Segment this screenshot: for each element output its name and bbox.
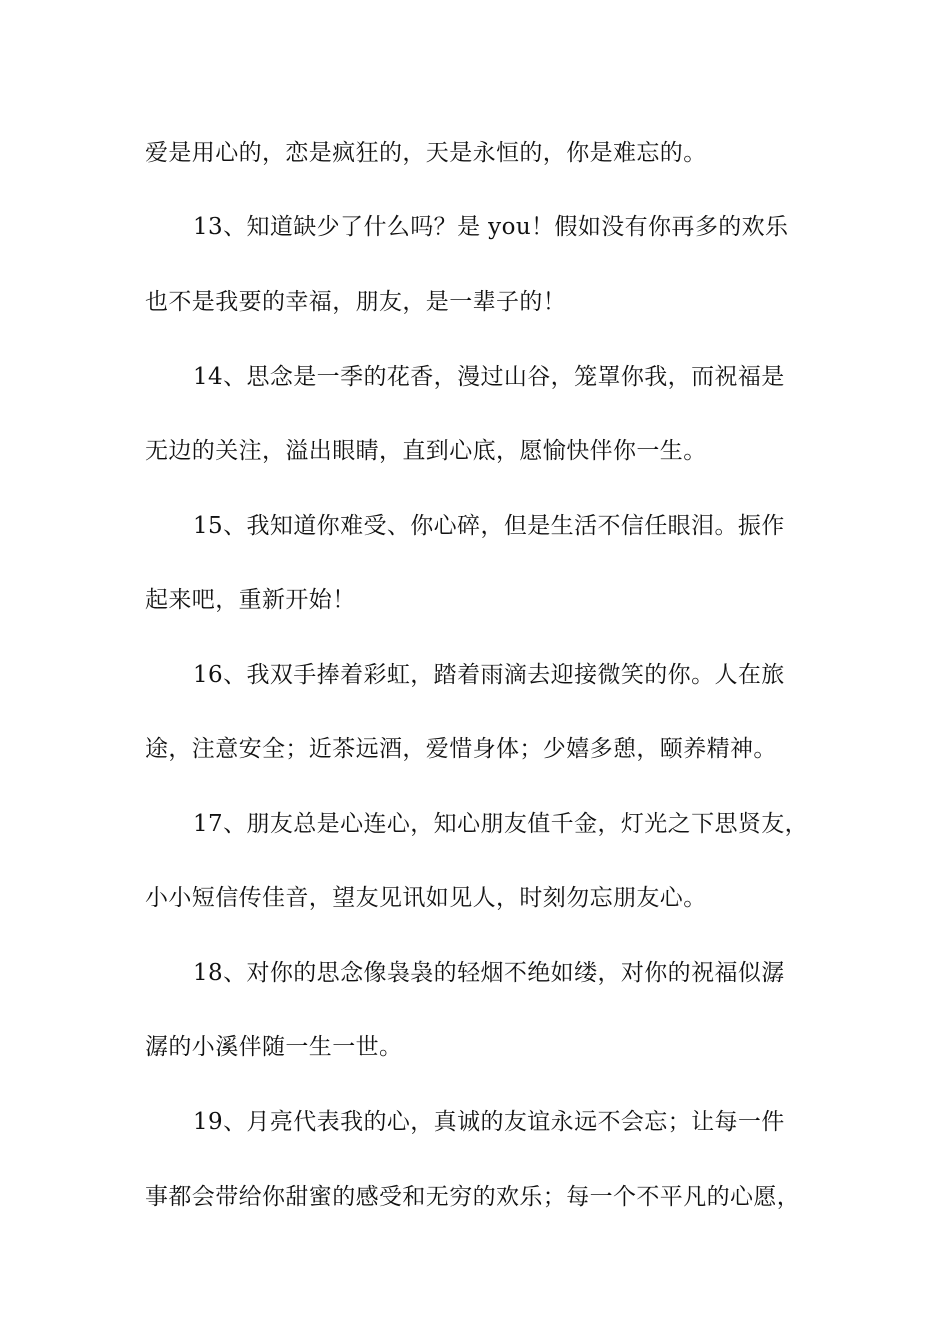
paragraph-16-start: 16、我双手捧着彩虹，踏着雨滴去迎接微笑的你。人在旅	[193, 662, 785, 688]
paragraph-19-start: 19、月亮代表我的心，真诚的友谊永远不会忘；让每一件	[193, 1109, 785, 1135]
paragraph-13-start: 13、知道缺少了什么吗？是 you！假如没有你再多的欢乐	[193, 214, 789, 240]
paragraph-17-start: 17、朋友总是心连心，知心朋友值千金，灯光之下思贤友，	[193, 811, 809, 837]
paragraph-14-start: 14、思念是一季的花香，漫过山谷，笼罩你我，而祝福是	[193, 364, 785, 390]
text-line: 无边的关注，溢出眼睛，直到心底，愿愉快伴你一生。	[145, 438, 707, 464]
text-line: 起来吧，重新开始！	[145, 587, 356, 613]
text-line: 潺的小溪伴随一生一世。	[145, 1034, 403, 1060]
text-line: 小小短信传佳音，望友见讯如见人，时刻勿忘朋友心。	[145, 885, 707, 911]
text-line: 也不是我要的幸福，朋友，是一辈子的！	[145, 289, 567, 315]
paragraph-18-start: 18、对你的思念像袅袅的轻烟不绝如缕，对你的祝福似潺	[193, 960, 785, 986]
text-line: 爱是用心的，恋是疯狂的，天是永恒的，你是难忘的。	[145, 140, 707, 166]
paragraph-15-start: 15、我知道你难受、你心碎，但是生活不信任眼泪。振作	[193, 513, 785, 539]
text-line: 途，注意安全；近茶远酒，爱惜身体；少嬉多憩，颐养精神。	[145, 736, 777, 762]
text-line: 事都会带给你甜蜜的感受和无穷的欢乐；每一个不平凡的心愿，	[145, 1184, 801, 1210]
